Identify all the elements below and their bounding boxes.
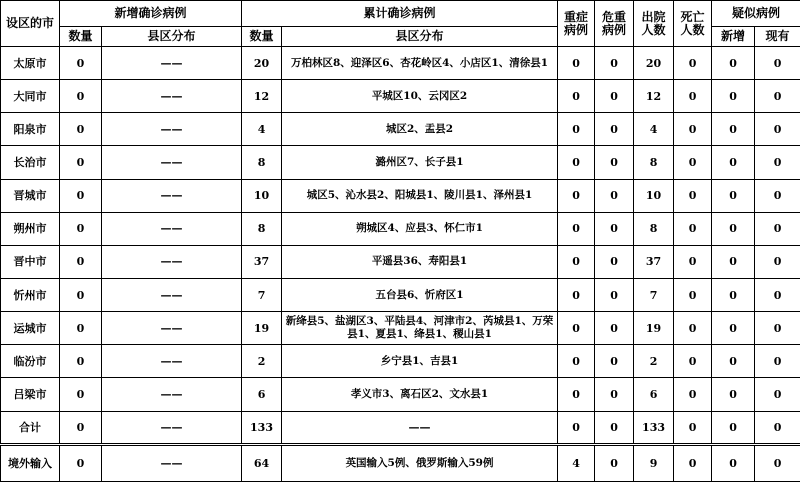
header-city: 设区的市	[1, 1, 60, 47]
critical-cell: 0	[595, 444, 634, 481]
new-distribution-cell: ——	[102, 47, 242, 80]
new-count-cell: 0	[60, 212, 102, 245]
city-cell: 晋城市	[1, 179, 60, 212]
table-row	[1, 378, 800, 411]
header-deaths: 死亡人数	[674, 1, 712, 47]
cum-distribution-cell: ——	[282, 411, 558, 444]
new-distribution-cell: ——	[102, 345, 242, 378]
header-cumulative-confirmed: 累计确诊病例	[242, 1, 558, 27]
suspected-new-cell: 0	[712, 113, 755, 146]
discharged-cell: 8	[634, 212, 674, 245]
suspected-current-cell: 0	[755, 245, 800, 278]
header-discharged: 出院人数	[634, 1, 674, 47]
cum-distribution-cell: 英国输入5例、俄罗斯输入59例	[282, 444, 558, 481]
deaths-cell: 0	[674, 113, 712, 146]
city-cell: 临汾市	[1, 345, 60, 378]
cum-distribution-cell: 平遥县36、寿阳县1	[282, 245, 558, 278]
deaths-cell: 0	[674, 411, 712, 444]
suspected-new-cell: 0	[712, 278, 755, 311]
city-cell: 境外输入	[1, 444, 60, 481]
suspected-new-cell: 0	[712, 245, 755, 278]
city-cell: 阳泉市	[1, 113, 60, 146]
table-row	[1, 345, 800, 378]
severe-cell: 0	[558, 113, 595, 146]
header-suspected: 疑似病例	[712, 1, 800, 27]
suspected-new-cell: 0	[712, 411, 755, 444]
suspected-current-cell: 0	[755, 80, 800, 113]
cum-count-cell: 2	[242, 345, 282, 378]
discharged-cell: 7	[634, 278, 674, 311]
discharged-cell: 10	[634, 179, 674, 212]
deaths-cell: 0	[674, 212, 712, 245]
cum-distribution-cell: 孝义市3、离石区2、文水县1	[282, 378, 558, 411]
discharged-cell: 37	[634, 245, 674, 278]
new-distribution-cell: ——	[102, 411, 242, 444]
city-cell: 晋中市	[1, 245, 60, 278]
new-distribution-cell: ——	[102, 378, 242, 411]
new-count-cell: 0	[60, 345, 102, 378]
critical-cell: 0	[595, 212, 634, 245]
city-cell: 朔州市	[1, 212, 60, 245]
deaths-cell: 0	[674, 245, 712, 278]
cum-distribution-cell: 五台县6、忻府区1	[282, 278, 558, 311]
table-row	[1, 179, 800, 212]
deaths-cell: 0	[674, 80, 712, 113]
cum-count-cell: 7	[242, 278, 282, 311]
cum-count-cell: 19	[242, 312, 282, 345]
severe-cell: 0	[558, 179, 595, 212]
severe-cell: 0	[558, 411, 595, 444]
critical-cell: 0	[595, 245, 634, 278]
header-critical: 危重病例	[595, 1, 634, 47]
cum-count-cell: 8	[242, 212, 282, 245]
header-new-distribution: 县区分布	[102, 27, 242, 47]
imported-row	[1, 444, 800, 481]
cum-distribution-cell: 城区2、盂县2	[282, 113, 558, 146]
discharged-cell: 4	[634, 113, 674, 146]
new-distribution-cell: ——	[102, 113, 242, 146]
new-count-cell: 0	[60, 312, 102, 345]
header-suspected-new: 新增	[712, 27, 755, 47]
critical-cell: 0	[595, 378, 634, 411]
new-count-cell: 0	[60, 179, 102, 212]
discharged-cell: 6	[634, 378, 674, 411]
suspected-current-cell: 0	[755, 411, 800, 444]
new-count-cell: 0	[60, 146, 102, 179]
deaths-cell: 0	[674, 47, 712, 80]
critical-cell: 0	[595, 179, 634, 212]
cum-count-cell: 12	[242, 80, 282, 113]
city-cell: 忻州市	[1, 278, 60, 311]
critical-cell: 0	[595, 278, 634, 311]
suspected-new-cell: 0	[712, 312, 755, 345]
suspected-new-cell: 0	[712, 345, 755, 378]
discharged-cell: 20	[634, 47, 674, 80]
severe-cell: 0	[558, 212, 595, 245]
new-distribution-cell: ——	[102, 212, 242, 245]
suspected-current-cell: 0	[755, 278, 800, 311]
suspected-new-cell: 0	[712, 179, 755, 212]
deaths-cell: 0	[674, 278, 712, 311]
deaths-cell: 0	[674, 179, 712, 212]
suspected-new-cell: 0	[712, 47, 755, 80]
severe-cell: 0	[558, 80, 595, 113]
suspected-current-cell: 0	[755, 444, 800, 481]
critical-cell: 0	[595, 312, 634, 345]
table-row	[1, 80, 800, 113]
new-distribution-cell: ——	[102, 312, 242, 345]
header-new-confirmed: 新增确诊病例	[60, 1, 242, 27]
suspected-current-cell: 0	[755, 312, 800, 345]
table-row	[1, 47, 800, 80]
table-row	[1, 312, 800, 345]
critical-cell: 0	[595, 411, 634, 444]
new-distribution-cell: ——	[102, 278, 242, 311]
cum-count-cell: 8	[242, 146, 282, 179]
discharged-cell: 9	[634, 444, 674, 481]
cum-count-cell: 20	[242, 47, 282, 80]
header-row-1	[1, 1, 800, 27]
suspected-new-cell: 0	[712, 80, 755, 113]
header-cum-count: 数量	[242, 27, 282, 47]
severe-cell: 0	[558, 278, 595, 311]
new-distribution-cell: ——	[102, 146, 242, 179]
suspected-current-cell: 0	[755, 378, 800, 411]
deaths-cell: 0	[674, 312, 712, 345]
suspected-current-cell: 0	[755, 113, 800, 146]
cum-distribution-cell: 平城区10、云冈区2	[282, 80, 558, 113]
city-cell: 合计	[1, 411, 60, 444]
cum-count-cell: 4	[242, 113, 282, 146]
new-count-cell: 0	[60, 113, 102, 146]
critical-cell: 0	[595, 113, 634, 146]
cum-count-cell: 10	[242, 179, 282, 212]
severe-cell: 0	[558, 378, 595, 411]
cum-count-cell: 6	[242, 378, 282, 411]
new-distribution-cell: ——	[102, 245, 242, 278]
table-row	[1, 212, 800, 245]
header-new-count: 数量	[60, 27, 102, 47]
severe-cell: 0	[558, 312, 595, 345]
cum-distribution-cell: 乡宁县1、吉县1	[282, 345, 558, 378]
cum-distribution-cell: 潞州区7、长子县1	[282, 146, 558, 179]
severe-cell: 0	[558, 245, 595, 278]
city-cell: 吕梁市	[1, 378, 60, 411]
deaths-cell: 0	[674, 146, 712, 179]
suspected-new-cell: 0	[712, 212, 755, 245]
suspected-current-cell: 0	[755, 47, 800, 80]
table-row	[1, 146, 800, 179]
new-count-cell: 0	[60, 278, 102, 311]
discharged-cell: 8	[634, 146, 674, 179]
severe-cell: 0	[558, 345, 595, 378]
suspected-current-cell: 0	[755, 146, 800, 179]
suspected-current-cell: 0	[755, 345, 800, 378]
new-count-cell: 0	[60, 80, 102, 113]
critical-cell: 0	[595, 345, 634, 378]
header-suspected-current: 现有	[755, 27, 800, 47]
new-distribution-cell: ——	[102, 80, 242, 113]
cum-distribution-cell: 万柏林区8、迎泽区6、杏花岭区4、小店区1、清徐县1	[282, 47, 558, 80]
suspected-new-cell: 0	[712, 444, 755, 481]
new-count-cell: 0	[60, 47, 102, 80]
new-count-cell: 0	[60, 444, 102, 481]
suspected-current-cell: 0	[755, 212, 800, 245]
header-severe: 重症病例	[558, 1, 595, 47]
new-distribution-cell: ——	[102, 444, 242, 481]
discharged-cell: 2	[634, 345, 674, 378]
new-distribution-cell: ——	[102, 179, 242, 212]
city-cell: 大同市	[1, 80, 60, 113]
critical-cell: 0	[595, 47, 634, 80]
city-cell: 运城市	[1, 312, 60, 345]
table-row	[1, 113, 800, 146]
total-row	[1, 411, 800, 444]
suspected-new-cell: 0	[712, 378, 755, 411]
deaths-cell: 0	[674, 345, 712, 378]
discharged-cell: 19	[634, 312, 674, 345]
cum-count-cell: 133	[242, 411, 282, 444]
deaths-cell: 0	[674, 378, 712, 411]
table-row	[1, 278, 800, 311]
table-row	[1, 245, 800, 278]
cum-distribution-cell: 城区5、沁水县2、阳城县1、陵川县1、泽州县1	[282, 179, 558, 212]
severe-cell: 4	[558, 444, 595, 481]
critical-cell: 0	[595, 146, 634, 179]
deaths-cell: 0	[674, 444, 712, 481]
severe-cell: 0	[558, 146, 595, 179]
discharged-cell: 12	[634, 80, 674, 113]
city-cell: 长治市	[1, 146, 60, 179]
new-count-cell: 0	[60, 411, 102, 444]
discharged-cell: 133	[634, 411, 674, 444]
new-count-cell: 0	[60, 378, 102, 411]
cum-count-cell: 37	[242, 245, 282, 278]
severe-cell: 0	[558, 47, 595, 80]
suspected-new-cell: 0	[712, 146, 755, 179]
cum-distribution-cell: 新绛县5、盐湖区3、平陆县4、河津市2、芮城县1、万荣县1、夏县1、绛县1、稷山县1	[282, 312, 558, 345]
header-cum-distribution: 县区分布	[282, 27, 558, 47]
cum-distribution-cell: 朔城区4、应县3、怀仁市1	[282, 212, 558, 245]
suspected-current-cell: 0	[755, 179, 800, 212]
city-cell: 太原市	[1, 47, 60, 80]
critical-cell: 0	[595, 80, 634, 113]
new-count-cell: 0	[60, 245, 102, 278]
cum-count-cell: 64	[242, 444, 282, 481]
